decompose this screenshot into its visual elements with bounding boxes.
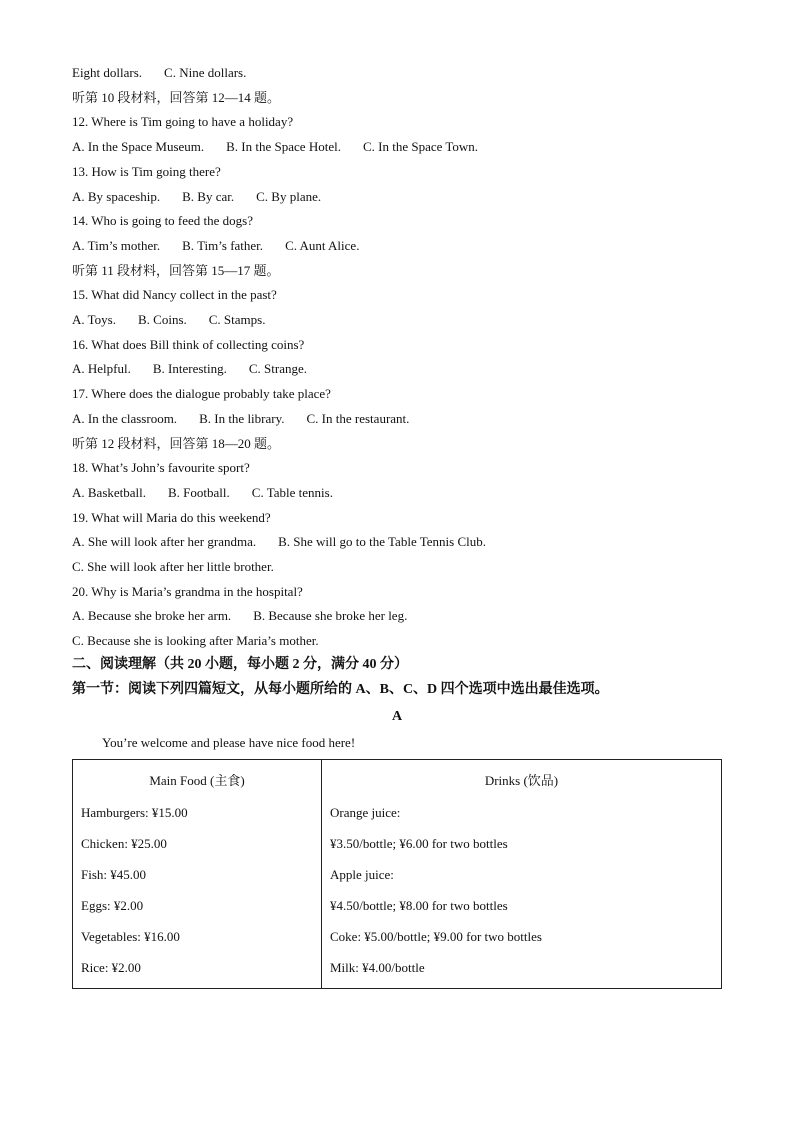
answer-option: C. Nine dollars. [164,65,247,80]
answer-option: C. In the Space Town. [362,139,479,155]
answer-option: B. In the Space Hotel. [226,139,341,155]
answer-options [72,311,265,329]
answer-option: B. She will go to the Table Tennis Club. [278,534,486,550]
section-title: 二、阅读理解（共 20 小题，每小题 2 分，满分 40 分） [72,657,408,672]
answer-options [72,484,333,502]
listening-instruction: 听第 12 段材料，回答第 18—20 题。 [72,435,281,451]
drink-item: ¥3.50/bottle; ¥6.00 for two bottles [330,836,508,851]
answer-options [72,188,321,206]
answer-options [72,237,359,255]
answer-options [72,410,409,428]
answer-option: C. In the restaurant. [306,410,410,426]
food-item: Chicken: ¥25.00 [81,836,167,851]
answer-options [72,64,246,82]
answer-option: B. By car. [182,188,235,204]
answer-option: B. In the library. [199,410,285,426]
drink-item: ¥4.50/bottle; ¥8.00 for two bottles [330,898,508,913]
answer-option: B. Football. [168,484,230,500]
answer-options [72,607,407,625]
menu-table [72,759,722,989]
passage-letter: A [391,709,403,724]
answer-option: A. Helpful. [72,361,131,377]
answer-option: C. Aunt Alice. [285,237,360,253]
answer-option: A. In the Space Museum. [72,139,205,155]
listening-instruction: C. Because she is looking after Maria’s mother. [72,633,319,649]
food-item: Hamburgers: ¥15.00 [81,805,188,820]
question-text: 19. What will Maria do this weekend? [72,509,271,525]
question-text: 18. What’s John’s favourite sport? [72,460,250,476]
answer-option: A. Toys. [72,312,116,327]
food-item: Vegetables: ¥16.00 [81,929,180,944]
listening-instruction: 听第 11 段材料，回答第 15—17 题。 [72,262,280,278]
drinks-header: Drinks (饮品) [484,773,559,788]
answer-option: B. Interesting. [152,361,227,377]
listening-instruction: 听第 10 段材料，回答第 12—14 题。 [72,89,281,105]
question-text: 13. How is Tim going there? [72,163,221,179]
question-text: 12. Where is Tim going to have a holiday? [72,114,294,130]
answer-option: C. Strange. [248,361,308,377]
answer-options [72,138,478,156]
drink-item: Milk: ¥4.00/bottle [330,960,425,975]
answer-option: A. In the classroom. [72,410,178,426]
food-item: Eggs: ¥2.00 [81,898,144,913]
question-text: 16. What does Bill think of collecting coins? [72,336,305,352]
food-item: Rice: ¥2.00 [81,960,141,975]
answer-options [72,360,307,378]
answer-option: A. Because she broke her arm. [72,608,232,624]
drinks-column [322,760,722,989]
answer-option: A. She will look after her grandma. [72,534,257,550]
answer-option: C. By plane. [256,188,322,204]
question-text: 14. Who is going to feed the dogs? [72,213,254,229]
answer-option: A. Tim’s mother. [72,237,161,253]
listening-instruction: C. She will look after her little brother. [72,559,274,574]
answer-option: C. Table tennis. [251,484,333,500]
answer-option: B. Coins. [138,312,187,327]
answer-option: B. Because she broke her leg. [253,608,408,624]
section-part-instruction: 第一节：阅读下列四篇短文，从每小题所给的 A、B、C、D 四个选项中选出最佳选项。 [72,682,609,697]
answer-option: B. Tim’s father. [182,237,264,253]
question-text: 15. What did Nancy collect in the past? [72,287,277,303]
question-text: 20. Why is Maria’s grandma in the hospital? [72,583,303,599]
question-text: 17. Where does the dialogue probably take place? [72,386,331,402]
drink-item: Coke: ¥5.00/bottle; ¥9.00 for two bottles [330,929,542,944]
drink-item: Orange juice: [330,805,401,820]
main-food-header: Main Food (主食) [149,773,245,788]
answer-option: A. Basketball. [72,484,147,500]
passage-intro: You’re welcome and please have nice food here! [102,735,356,750]
main-food-column [73,760,322,989]
answer-option: A. By spaceship. [72,188,161,204]
answer-options [72,533,486,551]
answer-option: C. Stamps. [208,312,266,327]
answer-option: Eight dollars. [72,65,143,80]
drink-item: Apple juice: [330,867,394,882]
food-item: Fish: ¥45.00 [81,867,147,882]
